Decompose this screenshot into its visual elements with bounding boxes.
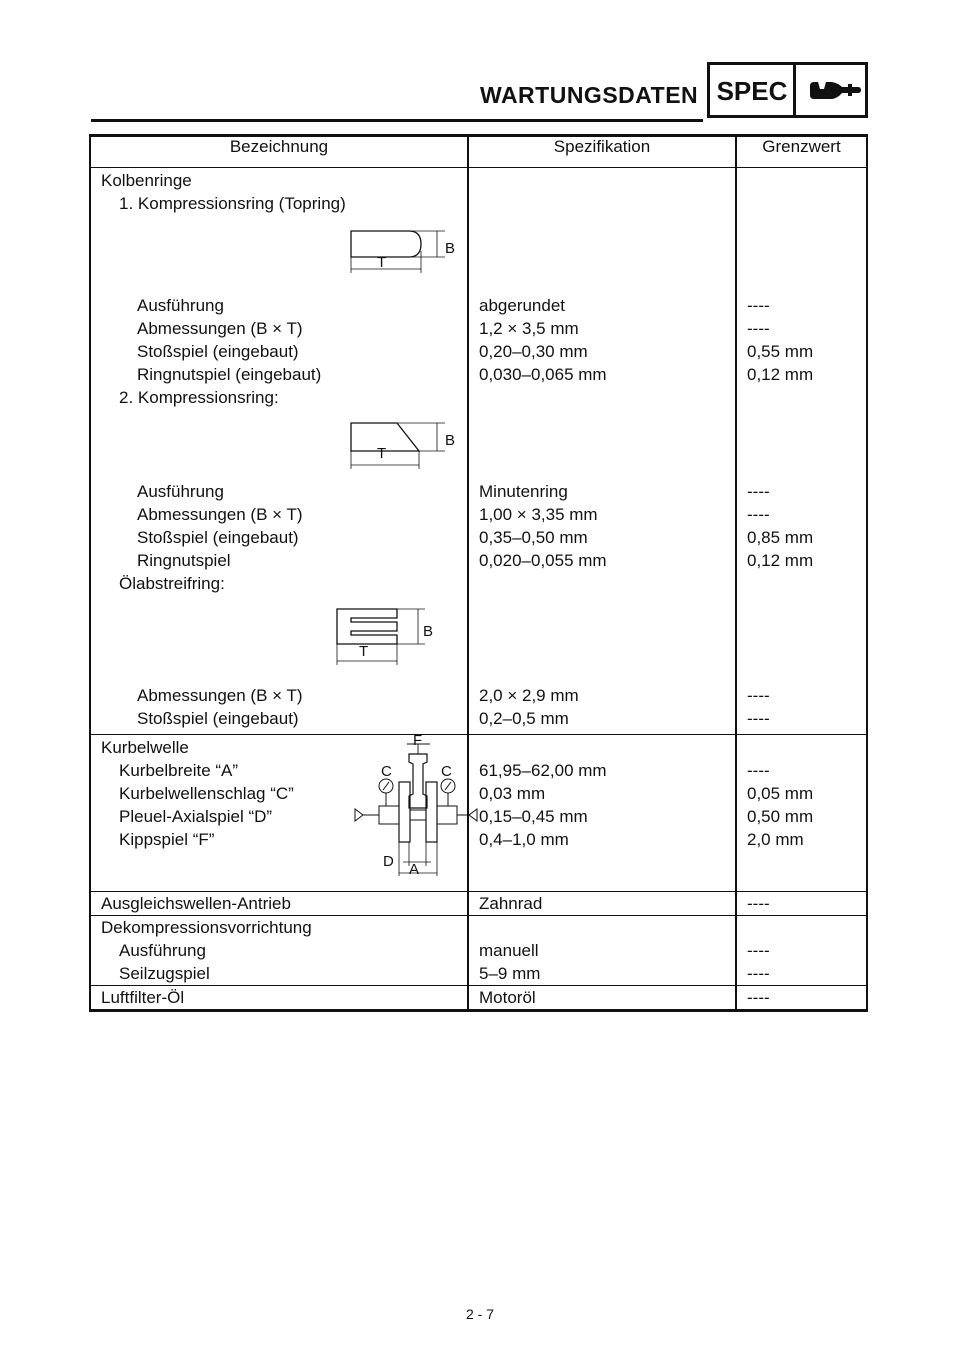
ausgleich-limit: ---- [747,894,770,913]
ring2-spec-1: 1,00 × 3,35 mm [479,505,598,524]
crank-title: Kurbelwelle [101,738,189,757]
ring2-name-2: Stoßspiel (eingebaut) [137,528,299,547]
dekomp-name-1: Seilzugspiel [119,964,210,983]
ring1-label-b: B [445,240,456,257]
crank-label-d: D [383,853,394,870]
luft-spec: Motoröl [479,988,536,1007]
oil-spec-1: 0,2–0,5 mm [479,709,569,728]
wrench-icon [808,77,862,107]
ring1-title: 1. Kompressionsring (Topring) [119,194,346,213]
ring2-diagram [339,417,479,483]
ring2-figure [101,409,467,480]
dekomp-name-0: Ausführung [119,941,206,960]
col-spec [468,735,736,892]
crank-spec-1: 0,03 mm [479,784,546,803]
spec-divider [793,65,796,115]
ring2-name-1: Abmessungen (B × T) [137,505,303,524]
crank-name-1: Kurbelwellenschlag “C” [119,784,294,803]
ausgleich-spec: Zahnrad [479,894,543,913]
oil-limit-0: ---- [747,686,770,705]
header-limit: Grenzwert [736,136,867,168]
ring2-label-t: T [377,445,387,462]
ring1-limit-3: 0,12 mm [747,365,814,384]
col-limit [736,916,867,986]
crank-name-2: Pleuel-Axialspiel “D” [119,807,273,826]
ring1-name-2: Stoßspiel (eingebaut) [137,342,299,361]
ring2-spec-2: 0,35–0,50 mm [479,528,588,547]
col-name [90,168,468,735]
spec-badge [707,62,868,118]
ausgleich-name: Ausgleichswellen-Antrieb [101,894,291,913]
ring2-spec-0: Minutenring [479,482,568,501]
crank-limit-0: ---- [747,761,770,780]
col-limit [736,735,867,892]
crank-limit-2: 0,50 mm [747,807,814,826]
dekomp-spec-1: 5–9 mm [479,964,541,983]
oil-spec-0: 2,0 × 2,9 mm [479,686,579,705]
table-header-row [90,136,867,168]
crank-label-a: A [409,861,420,878]
dekomp-limit-1: ---- [747,964,770,983]
ring2-title: 2. Kompressionsring: [119,388,279,407]
col-name [90,892,468,916]
col-spec [468,168,736,735]
group-kurbelwelle [90,735,867,892]
ring1-name-0: Ausführung [137,296,224,315]
col-limit [736,892,867,916]
col-name [90,986,468,1011]
luft-limit: ---- [747,988,770,1007]
luft-name: Luftfilter-Öl [101,988,185,1007]
ring1-spec-0: abgerundet [479,296,566,315]
oil-name-0: Abmessungen (B × T) [137,686,303,705]
oil-limit-1: ---- [747,709,770,728]
col-limit [736,986,867,1011]
group-kolbenringe [90,168,867,735]
ring2-limit-0: ---- [747,482,770,501]
col-spec [468,986,736,1011]
ring2-limit-1: ---- [747,505,770,524]
crank-spec-0: 61,95–62,00 mm [479,761,607,780]
row-luftfilter [90,986,867,1011]
ring2-name-3: Ringnutspiel [137,551,231,570]
ring1-name-3: Ringnutspiel (eingebaut) [137,365,322,384]
crank-name-3: Kippspiel “F” [119,830,215,849]
page-title: WARTUNGSDATEN [480,82,699,108]
col-spec [468,892,736,916]
ring1-name-1: Abmessungen (B × T) [137,319,303,338]
oil-label-t: T [359,643,369,660]
ring1-limit-1: ---- [747,319,770,338]
oil-label-b: B [423,623,434,640]
row-ausgleich [90,892,867,916]
ring2-spec-3: 0,020–0,055 mm [479,551,607,570]
ring1-figure [101,215,467,294]
col-name [90,916,468,986]
group-title: Kolbenringe [101,171,192,190]
crank-limit-1: 0,05 mm [747,784,814,803]
ring1-limit-0: ---- [747,296,770,315]
ring1-label-t: T [377,254,387,271]
ring2-limit-3: 0,12 mm [747,551,814,570]
page-number: 2 - 7 [465,1306,494,1322]
dekomp-limit-0: ---- [747,941,770,960]
oil-name-1: Stoßspiel (eingebaut) [137,709,299,728]
ring2-name-0: Ausführung [137,482,224,501]
header-name: Bezeichnung [90,136,468,168]
ring1-spec-2: 0,20–0,30 mm [479,342,588,361]
col-limit [736,168,867,735]
oil-title: Ölabstreifring: [119,574,225,593]
oil-diagram [325,603,465,683]
header-spec: Spezifikation [468,136,736,168]
ring2-limit-2: 0,85 mm [747,528,814,547]
ring1-spec-1: 1,2 × 3,5 mm [479,319,579,338]
crank-spec-3: 0,4–1,0 mm [479,830,569,849]
crank-label-f: F [413,732,423,749]
group-dekompression [90,916,867,986]
spec-label: SPEC [716,76,788,106]
dekomp-spec-0: manuell [479,941,539,960]
spec-table [89,134,868,1012]
dekomp-title: Dekompressionsvorrichtung [101,918,312,937]
header-rule [91,119,703,122]
crank-spec-2: 0,15–0,45 mm [479,807,588,826]
crank-label-c2: C [441,763,452,780]
col-spec [468,916,736,986]
oil-figure [101,595,467,684]
ring1-spec-3: 0,030–0,065 mm [479,365,607,384]
ring2-label-b: B [445,432,456,449]
crank-name-0: Kurbelbreite “A” [119,761,239,780]
ring1-diagram [339,225,479,295]
crank-label-c1: C [381,763,392,780]
ring1-limit-2: 0,55 mm [747,342,814,361]
col-name [90,732,468,892]
crank-limit-3: 2,0 mm [747,830,804,849]
